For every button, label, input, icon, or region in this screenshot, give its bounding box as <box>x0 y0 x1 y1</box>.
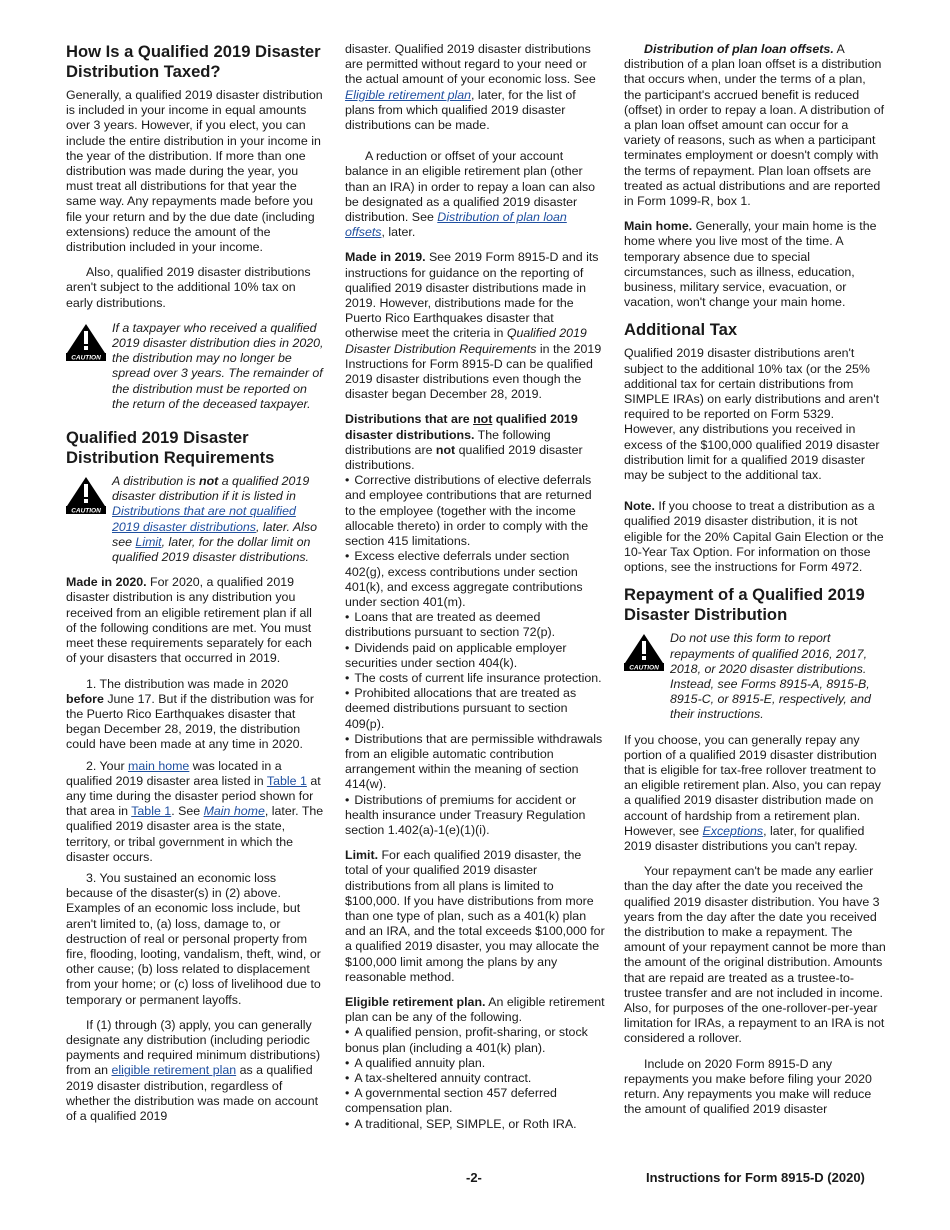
list-item: • A tax-sheltered annuity contract. <box>345 1071 605 1086</box>
paragraph-main-home: Main home. Generally, your main home is the home where you live most of the time. A temporary absence due to special circumstances, such as illness, education, business, military service, evacuation, or vacation, won't change your main home. <box>624 219 877 310</box>
list-item: • Corrective distributions of elective deferrals and employee contributions that are returned to the employee (together with the income allocable thereto) in order to comply with the section 415 limitations. <box>345 473 605 549</box>
heading-requirements: Qualified 2019 Disaster Distribution Requirements <box>66 428 275 468</box>
heading-how-taxed: How Is a Qualified 2019 Disaster Distribution Taxed? <box>66 42 321 81</box>
paragraph-designate: If (1) through (3) apply, you can generally designate any distribution (including periodic payments and required minimum distributions) from an eligible retirement plan as a qualified 2019 disaster distribution, regardless of whether the distribution was made on account of a qualified 2019 <box>66 1017 321 1123</box>
list-item: • A qualified pension, profit-sharing, or stock bonus plan (including a 401(k) plan). <box>345 1025 605 1055</box>
caution-icon <box>66 476 106 514</box>
link-main-home-section[interactable]: Main home <box>203 804 265 819</box>
requirement-item-1: 1. The distribution was made in 2020 before June 17. But if the distribution was for the Puerto Rico Earthquakes disaster that began December 28, 2019, the distribution could have been made at any time in 2020. <box>66 676 314 752</box>
paragraph-repayment-timing: Your repayment can't be made any earlier than the day after the date you received the qualified 2019 disaster distribution. You have 3 years from the day after the date you received the distribution to make a repayment. The amount of your repayment cannot be more than the amount of the original distribution. Amounts that are repaid are treated as a trustee-to-trustee transfer and are not included in income. Also, for purposes of the one-rollover-per-year limitation for IRAs, a repayment to an IRA is not considered a rollover. <box>624 864 886 1046</box>
paragraph-continued: disaster. Qualified 2019 disaster distributions are permitted without regard to your need or the actual amount of your economic loss. See Eligible retirement plan, later, for the list of plans from which qualified 2019 disaster distributions can be made. <box>345 42 596 133</box>
paragraph-taxed: Generally, a qualified 2019 disaster distribution is included in your income in equal amounts over 3 years. However, if you elect, you can include the entire distribution in your income in the year of the distribution. If more than one distribution was made during the year, you must treat all distributions for that year the same way. Any repayments made before you file your return and by the due date (including extensions) reduce the amount of the distribution included in your income. <box>66 88 323 255</box>
list-item: • Distributions that are permissible withdrawals from an eligible automatic contribution arrangement within the meaning of section 414(w). <box>345 732 605 793</box>
link-exceptions[interactable]: Exceptions <box>702 823 764 838</box>
paragraph-limit: Limit. For each qualified 2019 disaster, the total of your qualified 2019 disaster distributions from all plans is limited to $100,000. If you have distributions from more than one type of plan, such as a 401(k) plan and an IRA, and the total exceeds $100,000 for a qualified 2019 disaster, you may allocate the $100,000 limit among the plans by any reasonable method. <box>345 848 605 984</box>
list-item: • A qualified annuity plan. <box>345 1056 605 1071</box>
paragraph-if-you-choose: If you choose, you can generally repay any portion of a qualified 2019 disaster distribution that is eligible for tax-free rollover treatment to an eligible retirement plan. Also, you can repay a qualified 2019 disaster distribution made on account of hardship from a retirement plan. However, see Exceptions, later, for qualified 2019 disaster distributions you can't repay. <box>624 732 881 853</box>
link-eligible-retirement-plan[interactable]: Eligible retirement plan <box>345 87 472 102</box>
requirement-item-3: 3. You sustained an economic loss because of the disaster(s) in (2) above. Examples of an economic loss include, but aren't limited to, (a) loss, damage to, or destruction of real or personal property from fire, flooding, looting, vandalism, theft, wind, or other cause; (b) loss related to displacement from your home; or (c) loss of livelihood due to temporary or permanent layoffs. <box>66 870 321 1007</box>
list-item: • A governmental section 457 deferred compensation plan. <box>345 1086 605 1116</box>
column-2 <box>345 42 605 1142</box>
column-3 <box>624 42 886 1127</box>
paragraph-not-qualified: Distributions that are not qualified 2019 disaster distributions. The following distributions are not qualified 2019 disaster distributions. <box>345 412 583 473</box>
caution-icon-label: CAUTION <box>71 354 101 361</box>
caution-text-repayment: Do not use this form to report repayments of qualified 2016, 2017, 2018, or 2020 disaster distributions. Instead, see Forms 8915-A, 8915-B, 8915-C, or 8915-E, respectively, and their instructions. <box>670 631 871 722</box>
list-item: • Prohibited allocations that are treated as deemed distributions pursuant to section 409(p). <box>345 686 605 732</box>
link-limit[interactable]: Limit <box>135 534 162 549</box>
list-item: • Excess elective deferrals under section 402(g), excess contributions under section 401(k), and excess aggregate contributions under section 401(m). <box>345 549 605 610</box>
paragraph-loan-offset: A reduction or offset of your account balance in an eligible retirement plan (other than an IRA) in order to repay a loan can also be designated as a qualified 2019 disaster distribution. See Distribution of plan loan offsets, later. <box>345 149 596 240</box>
requirement-item-2: 2. Your main home was located in a qualified 2019 disaster area listed in Table 1 at any time during the disaster period shown for that area in Table 1. See Main home, later. The qualified 2019 disaster area is the state, territory, or tribal government in which the disaster occurs. <box>66 758 324 864</box>
heading-repayment: Repayment of a Qualified 2019 Disaster Distribution <box>624 585 865 625</box>
column-1 <box>66 42 324 1134</box>
page-number: -2- <box>466 1170 482 1185</box>
paragraph-made-in-2019: Made in 2019. See 2019 Form 8915-D and its instructions for guidance on the reporting of qualified 2019 disaster distributions made in 2019. However, distributions made for the Puerto Rico Earthquakes disaster that otherwise meet the criteria in Qualified 2019 Disaster Distribution Requirements in the 2019 Instructions for Form 8915-D can be qualified 2019 disaster distributions even though the disaster began December 28, 2019. <box>345 250 602 402</box>
paragraph-also: Also, qualified 2019 disaster distributions aren't subject to the additional 10% tax on early distributions. <box>66 265 311 310</box>
list-item: • Loans that are treated as deemed distributions pursuant to section 72(p). <box>345 610 605 640</box>
list-eligible-plans <box>345 1025 605 1131</box>
list-item: • The costs of current life insurance protection. <box>345 671 605 686</box>
paragraph-additional-tax: Qualified 2019 disaster distributions aren't subject to the additional 10% tax (or the 25% additional tax for certain distributions from SIMPLE IRAs) on early distributions and aren't required to be reported on Form 5329. However, any distributions you received in excess of the $100,000 qualified 2019 disaster distribution limit for a qualified 2019 disaster may be subject to the additional tax. <box>624 346 880 483</box>
link-table-1[interactable]: Table 1 <box>266 773 307 788</box>
caution-icon <box>624 633 664 671</box>
paragraph-made-in-2020: Made in 2020. For 2020, a qualified 2019 disaster distribution is any distribution you received from an eligible retirement plan if all of the following conditions are met. You must meet these requirements separately for each of your disasters that occurred in 2019. <box>66 575 312 666</box>
paragraph-eligible-plan: Eligible retirement plan. An eligible retirement plan can be any of the following. <box>345 994 605 1025</box>
caution-icon <box>66 323 106 361</box>
list-item: • Dividends paid on applicable employer securities under section 404(k). <box>345 641 605 671</box>
link-plan-loan-offsets[interactable]: Distribution of plan loan offsets <box>345 210 567 240</box>
caution-note-not-qualified <box>66 474 324 565</box>
heading-additional-tax: Additional Tax <box>624 320 738 340</box>
paragraph-plan-loan-offsets: Distribution of plan loan offsets. A distribution of a plan loan offset is a distribution that occurs when, under the terms of a plan, the participant's accrued benefit is reduced (offset) in order to repay a loan. A distribution of a plan loan offset amount can occur for a variety of reasons, such as when a participant terminates employment or doesn't comply with the terms of repayment. Plan loan offsets are treated as actual distributions and are reported in Form 1099-R, box 1. <box>624 42 885 209</box>
link-main-home[interactable]: main home <box>128 758 190 773</box>
paragraph-note: Note. If you choose to treat a distribution as a qualified 2019 disaster distribution, it is not eligible for the 20% Capital Gain Election or the 10-Year Tax Option. For information on those options, see the instructions for Form 4972. <box>624 499 884 575</box>
caution-icon-label: CAUTION <box>629 664 659 672</box>
caution-note-deceased <box>66 321 324 412</box>
list-not-qualified <box>345 473 605 838</box>
footer-form-title: Instructions for Form 8915-D (2020) <box>646 1170 865 1185</box>
list-item: • Distributions of premiums for accident or health insurance under Treasury Regulation section 1.402(a)-1(e)(1)(i). <box>345 793 605 839</box>
list-item: • A traditional, SEP, SIMPLE, or Roth IRA. <box>345 1117 605 1132</box>
caution-text-not-qualified: A distribution is not a qualified 2019 disaster distribution if it is listed in Distributions that are not qualified 2019 disaster distributions, later. Also see Limit, later, for the dollar limit on qualified 2019 disaster distributions. <box>112 474 318 565</box>
paragraph-include: Include on 2020 Form 8915-D any repayments you make before filing your 2020 return. Any repayments you make will reduce the amount of qualified 2019 disaster <box>624 1056 872 1117</box>
link-eligible-retirement-plan[interactable]: eligible retirement plan <box>111 1063 237 1078</box>
caution-text-deceased: If a taxpayer who received a qualified 2019 disaster distribution dies in 2020, the distribution may no longer be spread over 3 years. The remainder of the distribution must be reported on the return of the deceased taxpayer. <box>112 320 324 411</box>
link-not-qualified-distributions[interactable]: Distributions that are not qualified 2019 disaster distributions <box>112 504 296 534</box>
caution-note-repayment <box>624 631 886 722</box>
caution-icon-label: CAUTION <box>71 507 101 515</box>
link-table-1[interactable]: Table 1 <box>131 804 172 819</box>
